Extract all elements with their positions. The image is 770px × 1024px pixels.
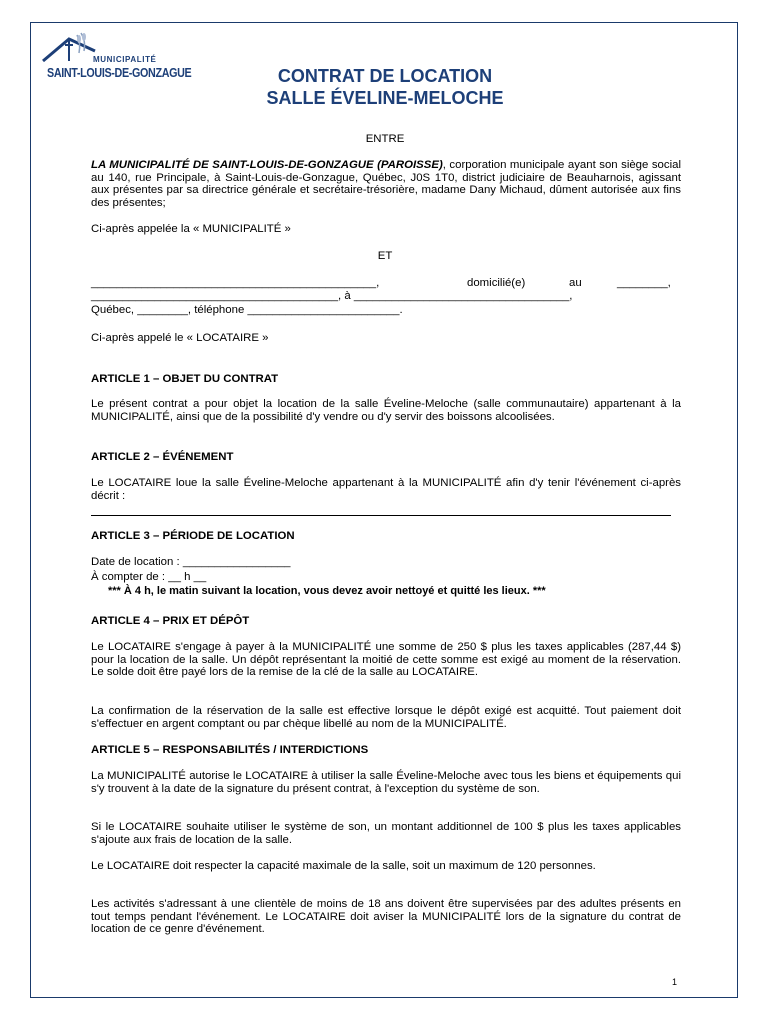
document-title: CONTRAT DE LOCATION [277, 66, 493, 86]
logo-municipalite-text: MUNICIPALITÉ [93, 55, 157, 64]
municipality-name: LA MUNICIPALITÉ DE SAINT-LOUIS-DE-GONZAGUE (PAROISSE) [91, 159, 443, 171]
municipality-description: , corporation municipale ayant son siège social au 140, rue Principale, à Saint-Louis-de-Gonzague, Québec, J0S 1T0, district judiciaire de Beauharnois, agissant aux présentes par sa directrice générale et secrétaire-trésorière, madame Dany Michaud, dûment autorisée aux fins des présentes; [91, 159, 681, 209]
article4-paragraph-2: La confirmation de la réservation de la salle est effective lorsque le dépôt exigé est acquitté. Tout paiement doit s'effectuer en argent comptant ou par chèque libellé au nom de la MUNICIPALITÉ. [91, 705, 681, 730]
article5-paragraph-2: Si le LOCATAIRE souhaite utiliser le système de son, un montant additionnel de 100 $ plus les taxes applicables s'ajoute aux frais de location de la salle. [91, 821, 681, 846]
article5-heading: ARTICLE 5 – RESPONSABILITÉS / INTERDICTIONS [91, 744, 369, 756]
article1-heading: ARTICLE 1 – OBJET DU CONTRAT [91, 373, 279, 385]
article3-heading: ARTICLE 3 – PÉRIODE DE LOCATION [91, 530, 295, 542]
municipality-party-paragraph [91, 159, 681, 209]
form-line-1 [91, 277, 681, 290]
page-number: 1 [671, 977, 677, 987]
tenant-name-blank[interactable]: _____________________________________________, [91, 277, 380, 289]
et-label: ET [377, 250, 393, 262]
article2-heading: ARTICLE 2 – ÉVÉNEMENT [91, 451, 234, 463]
domicilie-label: domicilié(e) [467, 277, 526, 289]
article2-body: Le LOCATAIRE loue la salle Éveline-Meloche appartenant à la MUNICIPALITÉ afin d'y tenir l'événement ci-après décrit : [91, 477, 681, 502]
logo-town-name: SAINT-LOUIS-DE-GONZAGUE [47, 66, 192, 80]
ci-apres-locataire: Ci-après appelé le « LOCATAIRE » [91, 332, 269, 344]
checkout-notice: *** À 4 h, le matin suivant la location, vous devez avoir nettoyé et quitté les lieux. *** [108, 585, 546, 597]
start-time-field[interactable]: À compter de : __ h __ [91, 571, 207, 583]
article5-paragraph-4: Les activités s'adressant à une clientèle de moins de 18 ans doivent être supervisées par des adultes présents en tout temps pendant l'événement. Le LOCATAIRE doit aviser la MUNICIPALITÉ lors de la signature du contrat de location de ce genre d'événement. [91, 898, 681, 936]
au-label: au [569, 277, 582, 289]
article1-body: Le présent contrat a pour objet la location de la salle Éveline-Meloche (salle communautaire) appartenant à la MUNICIPALITÉ, ainsi que de la possibilité d'y vendre ou d'y servir des boissons alcoolisées. [91, 398, 681, 423]
article5-paragraph-1: La MUNICIPALITÉ autorise le LOCATAIRE à utiliser la salle Éveline-Meloche avec tous les biens et équipements qui s'y trouvent à la date de la signature du présent contrat, à l'exception du système de son. [91, 770, 681, 795]
entre-label: ENTRE [365, 133, 405, 145]
document-page [30, 22, 738, 998]
rental-date-field[interactable]: Date de location : _________________ [91, 556, 291, 568]
article5-paragraph-3: Le LOCATAIRE doit respecter la capacité maximale de la salle, soit un maximum de 120 personnes. [91, 860, 596, 872]
article4-heading: ARTICLE 4 – PRIX ET DÉPÔT [91, 615, 250, 627]
address-blank[interactable]: ________, [617, 277, 671, 289]
document-subtitle: SALLE ÉVELINE-MELOCHE [266, 88, 504, 108]
event-description-line[interactable] [91, 515, 671, 516]
ci-apres-municipalite: Ci-après appelée la « MUNICIPALITÉ » [91, 223, 291, 235]
form-line-3[interactable]: Québec, ________, téléphone ________________________. [91, 304, 403, 316]
article4-paragraph-1: Le LOCATAIRE s'engage à payer à la MUNICIPALITÉ une somme de 250 $ plus les taxes applicables (287,44 $) pour la location de la salle. Un dépôt représentant la moitié de cette somme est exigé au moment de la réservation. Le solde doit être payé lors de la remise de la clé de la salle au LOCATAIRE. [91, 641, 681, 679]
form-line-2[interactable]: _______________________________________, à __________________________________, [91, 290, 573, 302]
